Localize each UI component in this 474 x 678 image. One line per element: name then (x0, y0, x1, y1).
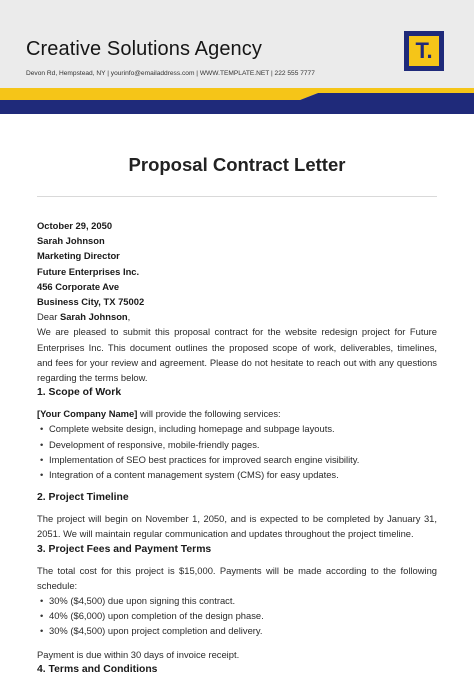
company-placeholder: [Your Company Name] (37, 408, 138, 420)
list-item: • 30% ($4,500) due upon signing this contract. (49, 593, 437, 608)
scope-lead (37, 406, 437, 421)
contact-line: Devon Rd, Hempstead, NY | yourinfo@emailaddress.com | WWW.TEMPLATE.NET | 222 555 7777 (26, 70, 315, 77)
header-color-band (0, 0, 474, 120)
section-heading-timeline: 2. Project Timeline (37, 492, 129, 504)
timeline-paragraph: The project will begin on November 1, 2050, and is expected to be completed by January 31, 2051. We will maintain regular communication and updates throughout the project timeline. (37, 513, 437, 540)
section-heading-fees: 3. Project Fees and Payment Terms (37, 543, 212, 555)
list-item: • Complete website design, including homepage and subpage layouts. (49, 421, 437, 436)
list-item: • 30% ($4,500) upon project completion and delivery. (49, 623, 437, 638)
scope-lead-text: will provide the following services: (137, 408, 281, 420)
salutation (37, 309, 437, 324)
document-title: Proposal Contract Letter (128, 154, 346, 175)
recipient-name: Sarah Johnson (37, 235, 105, 247)
recipient-city: Business City, TX 75002 (37, 296, 145, 308)
fees-paragraph: The total cost for this project is $15,000. Payments will be made according to the following schedule: (37, 564, 437, 591)
payment-note: Payment is due within 30 days of invoice receipt. (37, 648, 240, 660)
logo-letter: T. (409, 36, 439, 66)
recipient-role: Marketing Director (37, 250, 120, 262)
agency-name: Creative Solutions Agency (26, 38, 262, 60)
intro-paragraph: We are pleased to submit this proposal contract for the website redesign project for Future Enterprises Inc. This document outlines the proposed scope of work, deliverables, timelines, and fees for your review and agreement. Please do not hesitate to reach out with any questions regarding the terms below. (37, 326, 437, 384)
list-item: • Development of responsive, mobile-friendly pages. (49, 437, 437, 452)
list-item: • Implementation of SEO best practices for improved search engine visibility. (49, 452, 437, 467)
title-divider (37, 196, 437, 197)
salutation-name: Sarah Johnson (59, 311, 128, 323)
payment-schedule-list (37, 593, 437, 639)
scope-list (37, 421, 437, 482)
letter-body (37, 218, 437, 678)
salutation-prefix: Dear (37, 311, 60, 323)
section-heading-terms: 4. Terms and Conditions (37, 663, 158, 675)
recipient-company: Future Enterprises Inc. (37, 265, 140, 277)
list-item: • Integration of a content management system (CMS) for easy updates. (49, 467, 437, 482)
recipient-street: 456 Corporate Ave (37, 280, 120, 292)
salutation-suffix: , (127, 311, 131, 323)
list-item: • 40% ($6,000) upon completion of the design phase. (49, 608, 437, 623)
letter-date: October 29, 2050 (37, 220, 113, 231)
section-heading-scope: 1. Scope of Work (37, 387, 122, 399)
